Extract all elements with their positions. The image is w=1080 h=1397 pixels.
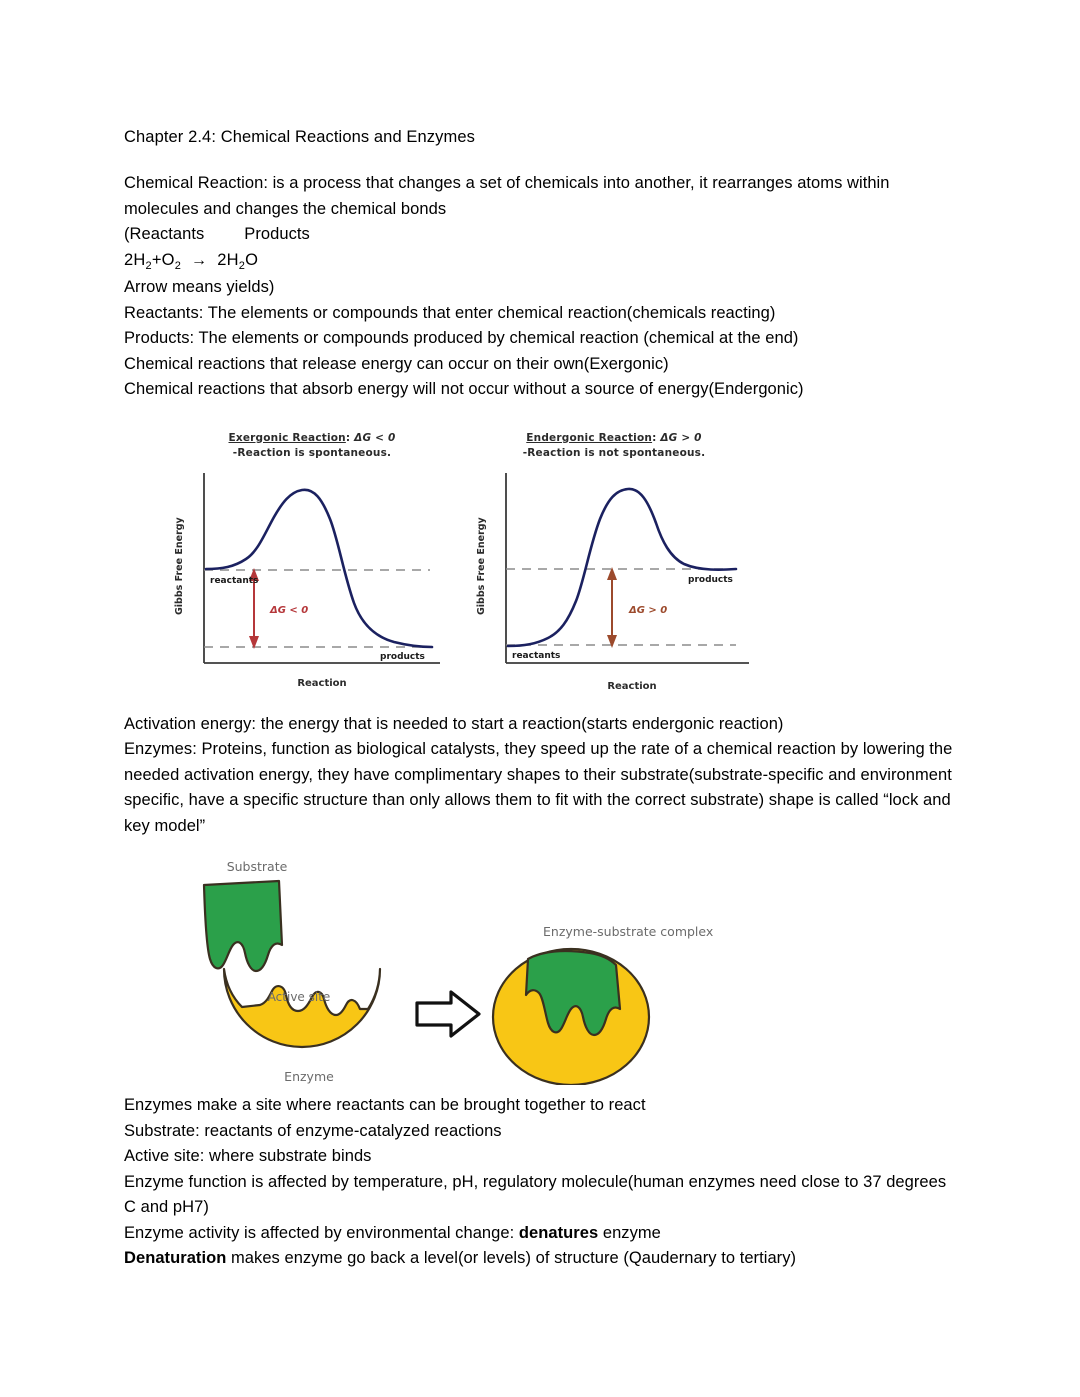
chart-endergonic-plot xyxy=(464,465,764,693)
line-chemical-equation xyxy=(124,248,954,276)
chart-endergonic-subtitle: -Reaction is not spontaneous. xyxy=(522,446,706,459)
enzyme-label: Enzyme xyxy=(284,1069,334,1084)
activity-text-post: enzyme xyxy=(598,1223,661,1242)
y-axis-label: Gibbs Free Energy xyxy=(476,516,487,615)
paragraph-chemical-reaction xyxy=(124,171,954,403)
chart-endergonic-title: Endergonic Reaction: ΔG > 0 xyxy=(526,431,702,444)
eq-product-o: O xyxy=(245,250,259,269)
x-axis-label: Reaction xyxy=(607,680,657,692)
line-endergonic: Chemical reactions that absorb energy will not occur without a source of energy(Endergonic) xyxy=(124,380,804,398)
chart-endergonic-title-main: Endergonic Reaction xyxy=(526,431,653,444)
line-reactants-products xyxy=(124,222,954,248)
chart-exergonic xyxy=(162,431,462,706)
chart-endergonic-title-delta: ΔG > 0 xyxy=(660,431,702,444)
eq-sub-h2o: 2 xyxy=(238,259,246,272)
enzyme-shape xyxy=(224,969,380,1047)
line-enzyme-site: Enzymes make a site where reactants can be brought together to react xyxy=(124,1096,646,1114)
products-label: products xyxy=(688,574,733,585)
denatures-bold: denatures xyxy=(518,1223,599,1242)
substrate-shape xyxy=(204,881,282,971)
page-title: Chapter 2.4: Chemical Reactions and Enzymes xyxy=(124,128,475,146)
line-chemical-reaction-def: Chemical Reaction: is a process that changes a set of chemicals into another, it rearranges atoms within molecules and changes the chemical bonds xyxy=(124,174,890,218)
eq-product-h: 2H xyxy=(217,250,239,269)
yields-arrow-icon: → xyxy=(191,251,208,269)
chart-exergonic-title-main: Exergonic Reaction xyxy=(228,431,346,444)
chart-exergonic-subtitle: -Reaction is spontaneous. xyxy=(232,446,392,459)
chart-endergonic xyxy=(464,431,764,706)
y-axis-label: Gibbs Free Energy xyxy=(174,516,185,615)
denaturation-rest: makes enzyme go back a level(or levels) of structure (Qaudernary to tertiary) xyxy=(226,1249,797,1267)
x-axis-label: Reaction xyxy=(297,677,347,689)
paragraph-enzyme-notes xyxy=(124,1093,954,1272)
activity-text-pre: Enzyme activity is affected by environmental change: xyxy=(124,1223,519,1242)
line-enzyme-activity xyxy=(124,1221,954,1247)
delta-g-label: ΔG > 0 xyxy=(629,604,668,616)
substrate-label: Substrate xyxy=(226,859,288,874)
eq-reactant-h: 2H xyxy=(124,250,146,269)
line-arrow-means-yields: Arrow means yields) xyxy=(124,278,275,296)
line-enzyme-function: Enzyme function is affected by temperature, pH, regulatory molecule(human enzymes need close to 37 degrees C and pH7) xyxy=(124,1172,947,1216)
reactants-word: (Reactants xyxy=(124,225,205,243)
eq-sub-h2: 2 xyxy=(145,259,152,272)
enzyme-lock-key-figure xyxy=(124,849,954,1085)
energy-diagrams-figure xyxy=(124,431,954,706)
line-activation-energy: Activation energy: the energy that is needed to start a reaction(starts endergonic reaction) xyxy=(124,714,784,733)
chart-exergonic-title-delta: ΔG < 0 xyxy=(354,431,396,444)
transition-arrow-icon xyxy=(417,992,479,1036)
paragraph-activation-enzymes xyxy=(124,712,954,840)
active-site-label: Active site xyxy=(267,990,331,1004)
line-denaturation xyxy=(124,1246,954,1272)
document-content xyxy=(124,126,954,1272)
reactants-label: reactants xyxy=(512,650,561,661)
line-exergonic: Chemical reactions that release energy can occur on their own(Exergonic) xyxy=(124,354,669,373)
line-reactants-def: Reactants: The elements or compounds that enter chemical reaction(chemicals reacting) xyxy=(124,303,776,322)
delta-g-label: ΔG < 0 xyxy=(270,604,309,616)
complex-label: Enzyme-substrate complex xyxy=(543,924,714,939)
products-label: products xyxy=(380,651,425,662)
denaturation-bold: Denaturation xyxy=(124,1249,227,1267)
delta-g-arrow-head-down xyxy=(607,635,617,648)
reactants-label: reactants xyxy=(210,575,259,586)
chart-exergonic-plot xyxy=(162,465,462,693)
eq-plus-o: +O xyxy=(151,250,175,269)
energy-curve xyxy=(508,488,736,645)
line-active-site-def: Active site: where substrate binds xyxy=(124,1147,372,1165)
line-enzymes-definition: Enzymes: Proteins, function as biological catalysts, they speed up the rate of a chemical reaction by lowering the needed activation energy, they have complimentary shapes to their substrate(substrate-specific and environment specific, have a specific structure than only allows them to fit with the correct substrate) shape is called “lock and key model” xyxy=(124,740,953,835)
products-word: Products xyxy=(244,225,310,243)
line-substrate-def: Substrate: reactants of enzyme-catalyzed reactions xyxy=(124,1121,502,1140)
line-products-def: Products: The elements or compounds produced by chemical reaction (chemical at the end) xyxy=(124,329,799,347)
chart-exergonic-title: Exergonic Reaction: ΔG < 0 xyxy=(228,431,396,444)
energy-curve xyxy=(206,489,432,646)
eq-sub-o2: 2 xyxy=(174,259,182,272)
